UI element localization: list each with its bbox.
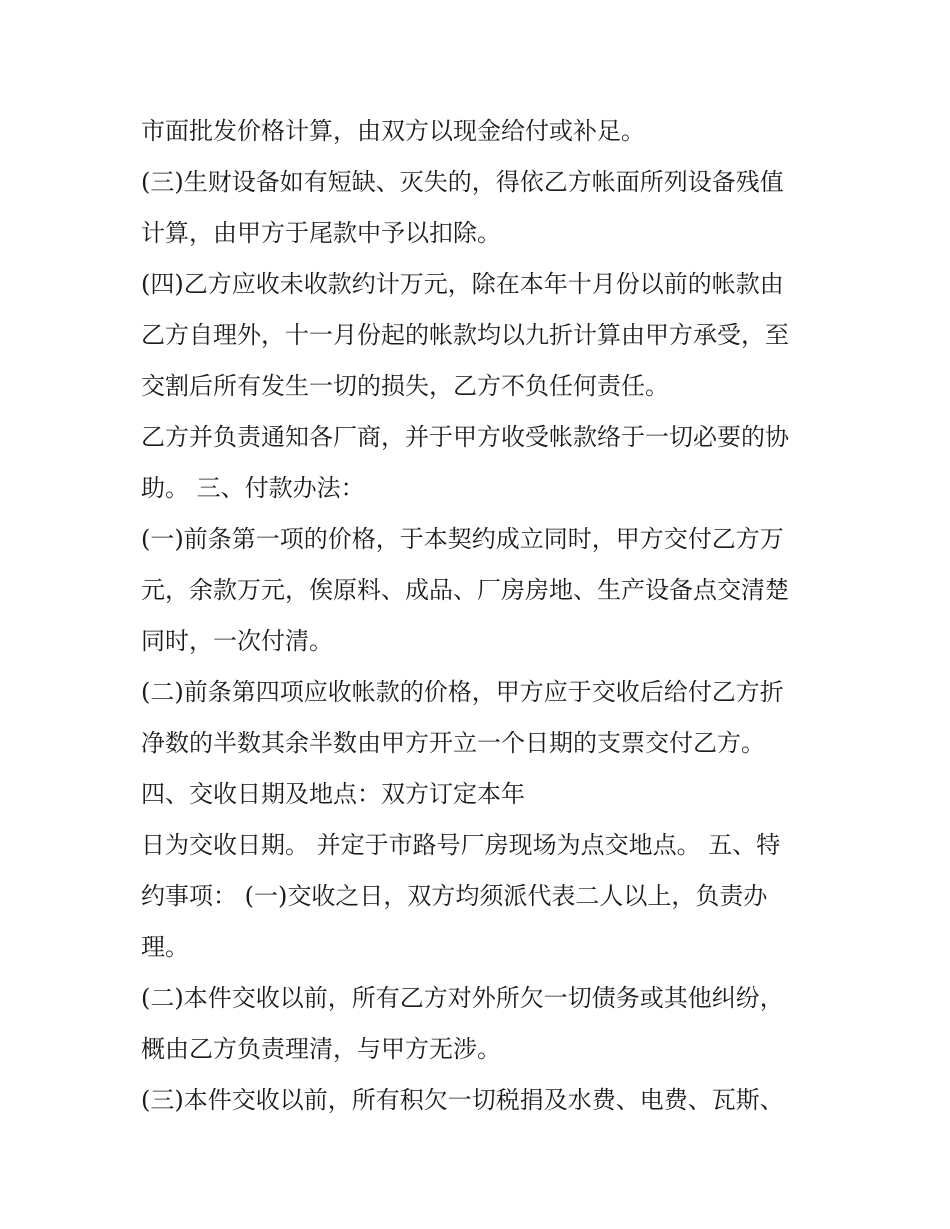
text-line: 乙方并负责通知各厂商，并于甲方收受帐款络于一切必要的协 (141, 423, 789, 451)
text-line: 概由乙方负责理清，与甲方无涉。 (141, 1035, 501, 1063)
text-line: 交割后所有发生一切的损失，乙方不负任何责任。 (141, 372, 669, 400)
document-body (141, 106, 821, 1126)
text-line: (四)乙方应收未收款约计万元，除在本年十月份以前的帐款由 (141, 270, 784, 298)
text-line: 净数的半数其余半数由甲方开立一个日期的支票交付乙方。 (141, 729, 765, 757)
text-line: 助。 三、付款办法： (141, 474, 365, 502)
text-line: (一)前条第一项的价格，于本契约成立同时，甲方交付乙方万 (141, 525, 784, 553)
text-line: (三)生财设备如有短缺、灭失的，得依乙方帐面所列设备残值 (141, 168, 784, 196)
text-line: 日为交收日期。 并定于市路号厂房现场为点交地点。 五、特 (141, 831, 781, 859)
text-line: (三)本件交收以前，所有积欠一切税捐及水费、电费、瓦斯、 (141, 1086, 784, 1114)
text-line: 四、交收日期及地点：双方订定本年 (141, 780, 525, 808)
text-line: 元，余款万元，俟原料、成品、厂房房地、生产设备点交清楚 (141, 576, 789, 604)
text-line: 计算，由甲方于尾款中予以扣除。 (141, 219, 501, 247)
text-line: (二)本件交收以前，所有乙方对外所欠一切债务或其他纠纷， (141, 984, 784, 1012)
text-line: 市面批发价格计算，由双方以现金给付或补足。 (141, 117, 645, 145)
text-line: 理。 (141, 933, 189, 961)
text-line: 乙方自理外，十一月份起的帐款均以九折计算由甲方承受，至 (141, 321, 789, 349)
text-line: 约事项： (一)交收之日，双方均须派代表二人以上，负责办 (141, 882, 768, 910)
text-line: (二)前条第四项应收帐款的价格，甲方应于交收后给付乙方折 (141, 678, 784, 706)
text-line: 同时，一次付清。 (141, 627, 333, 655)
